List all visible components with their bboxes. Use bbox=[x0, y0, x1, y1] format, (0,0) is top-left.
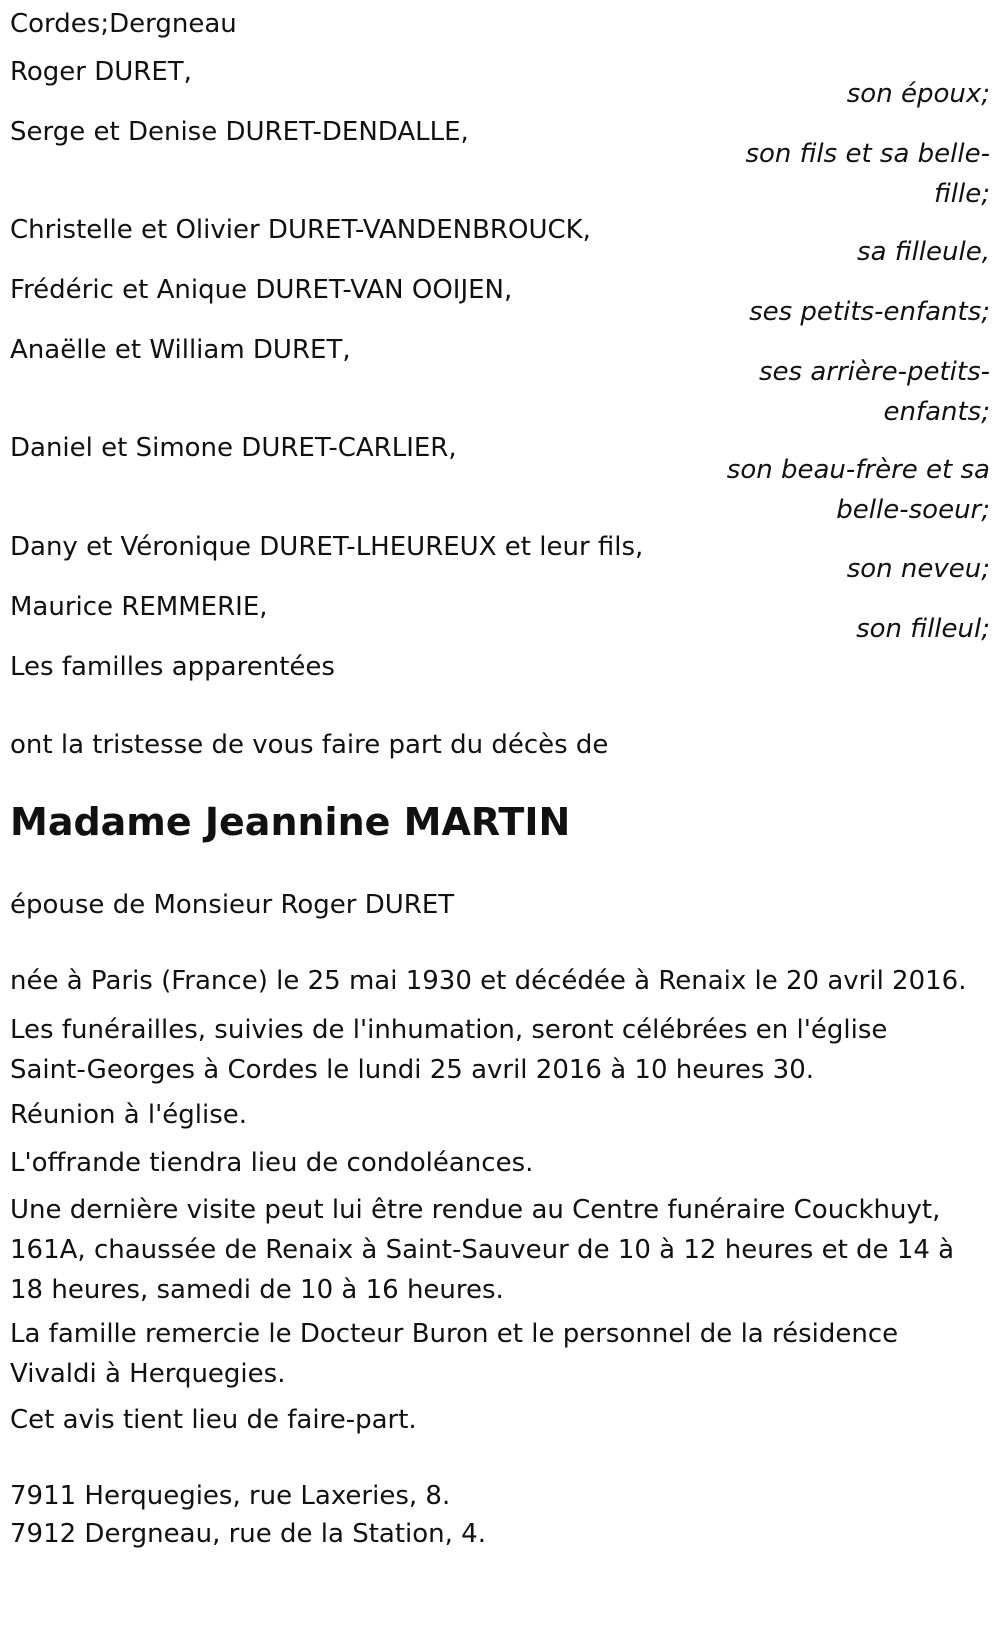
family-relation: son neveu; bbox=[846, 554, 990, 584]
deceased-name: Madame Jeannine MARTIN bbox=[10, 800, 571, 844]
family-name: Frédéric et Anique DURET-VAN OOIJEN, bbox=[10, 275, 513, 305]
family-relation: ses arrière-petits-enfants; bbox=[759, 357, 990, 427]
announcement-text: ont la tristesse de vous faire part du décès de bbox=[10, 730, 609, 760]
family-relation: son époux; bbox=[846, 79, 990, 109]
family-name: Christelle et Olivier DURET-VANDENBROUCK, bbox=[10, 215, 591, 245]
detail-paragraph: L'offrande tiendra lieu de condoléances. bbox=[10, 1148, 534, 1178]
family-relation: sa filleule, bbox=[857, 237, 990, 267]
family-name: Anaëlle et William DURET, bbox=[10, 335, 351, 365]
family-name: Les familles apparentées bbox=[10, 652, 335, 682]
family-name: Maurice REMMERIE, bbox=[10, 592, 268, 622]
family-name: Roger DURET, bbox=[10, 57, 192, 87]
spouse-line: épouse de Monsieur Roger DURET bbox=[10, 890, 455, 920]
detail-paragraph: née à Paris (France) le 25 mai 1930 et décédée à Renaix le 20 avril 2016. bbox=[10, 966, 967, 996]
detail-paragraph: La famille remercie le Docteur Buron et le personnel de la résidence Vivaldi à Herquegies. bbox=[10, 1319, 899, 1389]
detail-paragraph: Une dernière visite peut lui être rendue au Centre funéraire Couckhuyt, 161A, chaussée de Renaix à Saint-Sauveur de 10 à 12 heures et de 14 à 18 heures, samedi de 10 à 16 heures. bbox=[10, 1195, 955, 1305]
family-relation: son beau-frère et sa belle-soeur; bbox=[726, 455, 990, 525]
detail-paragraph: Cet avis tient lieu de faire-part. bbox=[10, 1405, 417, 1435]
family-name: Daniel et Simone DURET-CARLIER, bbox=[10, 433, 457, 463]
detail-paragraph: Les funérailles, suivies de l'inhumation, seront célébrées en l'église Saint-Georges à Cordes le lundi 25 avril 2016 à 10 heures 30. bbox=[10, 1015, 888, 1085]
detail-paragraph: Réunion à l'église. bbox=[10, 1100, 248, 1130]
family-relation: son filleul; bbox=[856, 614, 990, 644]
address-line: 7911 Herquegies, rue Laxeries, 8. bbox=[10, 1481, 451, 1511]
family-relation: ses petits-enfants; bbox=[749, 297, 990, 327]
family-relation: son fils et sa belle-fille; bbox=[745, 139, 990, 209]
family-name: Serge et Denise DURET-DENDALLE, bbox=[10, 117, 469, 147]
header-place: Cordes;Dergneau bbox=[10, 9, 237, 39]
address-line: 7912 Dergneau, rue de la Station, 4. bbox=[10, 1519, 486, 1549]
family-name: Dany et Véronique DURET-LHEUREUX et leur fils, bbox=[10, 532, 644, 562]
